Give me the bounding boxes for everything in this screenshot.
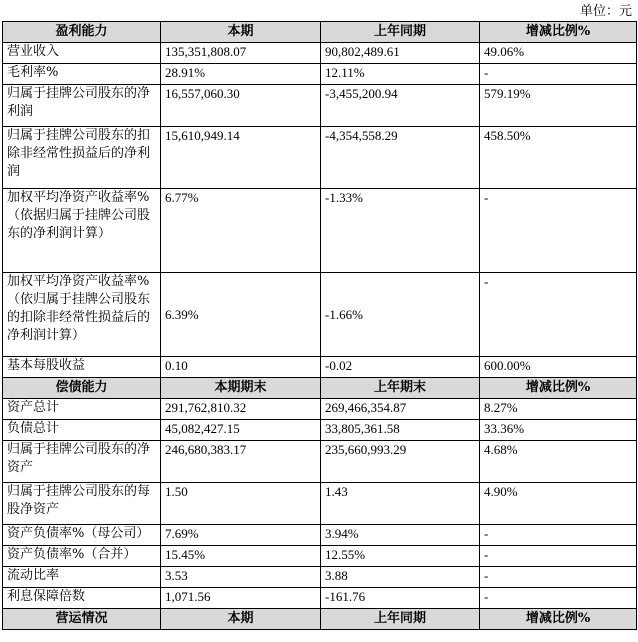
table-row [3, 441, 637, 483]
table-row [3, 588, 637, 609]
row-label: 资产负债率%（合并） [3, 546, 161, 567]
current-value: 291,762,810.32 [161, 399, 321, 420]
header-cell: 盈利能力 [3, 22, 161, 43]
row-label: 资产负债率%（母公司） [3, 525, 161, 546]
section-header-profitability [3, 22, 637, 43]
current-value: 246,680,383.17 [161, 441, 321, 483]
row-label: 归属于挂牌公司股东的净资产 [3, 441, 161, 483]
change-value: - [480, 64, 637, 85]
change-value: 579.19% [480, 85, 637, 127]
previous-value: -4,354,558.29 [321, 127, 480, 189]
current-value: 15,610,949.14 [161, 127, 321, 189]
financial-table [2, 21, 637, 630]
row-label: 加权平均净资产收益率%（依归属于挂牌公司股东的扣除非经常性损益后的净利润计算） [3, 273, 161, 357]
table-row [3, 273, 637, 357]
current-value: 15.45% [161, 546, 321, 567]
previous-value: -1.33% [321, 189, 480, 273]
row-label: 加权平均净资产收益率%（依据归属于挂牌公司股东的净利润计算） [3, 189, 161, 273]
previous-value: 269,466,354.87 [321, 399, 480, 420]
row-label: 归属于挂牌公司股东的每股净资产 [3, 483, 161, 525]
table-row [3, 64, 637, 85]
header-cell: 营运情况 [3, 609, 161, 630]
row-label: 营业收入 [3, 43, 161, 64]
current-value: 1,071.56 [161, 588, 321, 609]
change-value: - [480, 525, 637, 546]
previous-value: 3.88 [321, 567, 480, 588]
header-cell: 上年期末 [321, 378, 480, 399]
header-cell: 偿债能力 [3, 378, 161, 399]
previous-value: 33,805,361.58 [321, 420, 480, 441]
table-row [3, 189, 637, 273]
previous-value: 1.43 [321, 483, 480, 525]
current-value: 7.69% [161, 525, 321, 546]
section-header-operations [3, 609, 637, 630]
header-cell: 上年同期 [321, 609, 480, 630]
current-value: 135,351,808.07 [161, 43, 321, 64]
row-label: 流动比率 [3, 567, 161, 588]
row-label: 资产总计 [3, 399, 161, 420]
table-row [3, 399, 637, 420]
header-cell: 增减比例% [480, 378, 637, 399]
table-row [3, 420, 637, 441]
header-cell: 本期期末 [161, 378, 321, 399]
section-header-solvency [3, 378, 637, 399]
header-cell: 本期 [161, 22, 321, 43]
change-value: - [480, 273, 637, 357]
current-value: 16,557,060.30 [161, 85, 321, 127]
current-value: 6.39% [161, 273, 321, 357]
row-label: 归属于挂牌公司股东的净利润 [3, 85, 161, 127]
unit-label: 单位：元 [579, 4, 632, 19]
current-value: 45,082,427.15 [161, 420, 321, 441]
previous-value: -3,455,200.94 [321, 85, 480, 127]
table-row [3, 43, 637, 64]
change-value: 458.50% [480, 127, 637, 189]
previous-value: 3.94% [321, 525, 480, 546]
row-label: 利息保障倍数 [3, 588, 161, 609]
table-row [3, 85, 637, 127]
current-value: 1.50 [161, 483, 321, 525]
change-value: 4.68% [480, 441, 637, 483]
previous-value: -1.66% [321, 273, 480, 357]
row-label: 负债总计 [3, 420, 161, 441]
table-row [3, 546, 637, 567]
row-label: 基本每股收益 [3, 357, 161, 378]
previous-value: -161.76 [321, 588, 480, 609]
current-value: 3.53 [161, 567, 321, 588]
change-value: - [480, 567, 637, 588]
previous-value: 12.55% [321, 546, 480, 567]
table-row [3, 483, 637, 525]
change-value: 600.00% [480, 357, 637, 378]
header-cell: 本期 [161, 609, 321, 630]
change-value: 4.90% [480, 483, 637, 525]
change-value: 33.36% [480, 420, 637, 441]
previous-value: 12.11% [321, 64, 480, 85]
previous-value: 90,802,489.61 [321, 43, 480, 64]
table-row [3, 567, 637, 588]
change-value: 49.06% [480, 43, 637, 64]
change-value: - [480, 588, 637, 609]
change-value: - [480, 189, 637, 273]
header-cell: 增减比例% [480, 22, 637, 43]
previous-value: 235,660,993.29 [321, 441, 480, 483]
header-cell: 增减比例% [480, 609, 637, 630]
row-label: 毛利率% [3, 64, 161, 85]
table-row [3, 525, 637, 546]
change-value: - [480, 546, 637, 567]
table-row [3, 357, 637, 378]
current-value: 28.91% [161, 64, 321, 85]
row-label: 归属于挂牌公司股东的扣除非经常性损益后的净利润 [3, 127, 161, 189]
previous-value: -0.02 [321, 357, 480, 378]
current-value: 0.10 [161, 357, 321, 378]
change-value: 8.27% [480, 399, 637, 420]
current-value: 6.77% [161, 189, 321, 273]
table-row [3, 127, 637, 189]
header-cell: 上年同期 [321, 22, 480, 43]
